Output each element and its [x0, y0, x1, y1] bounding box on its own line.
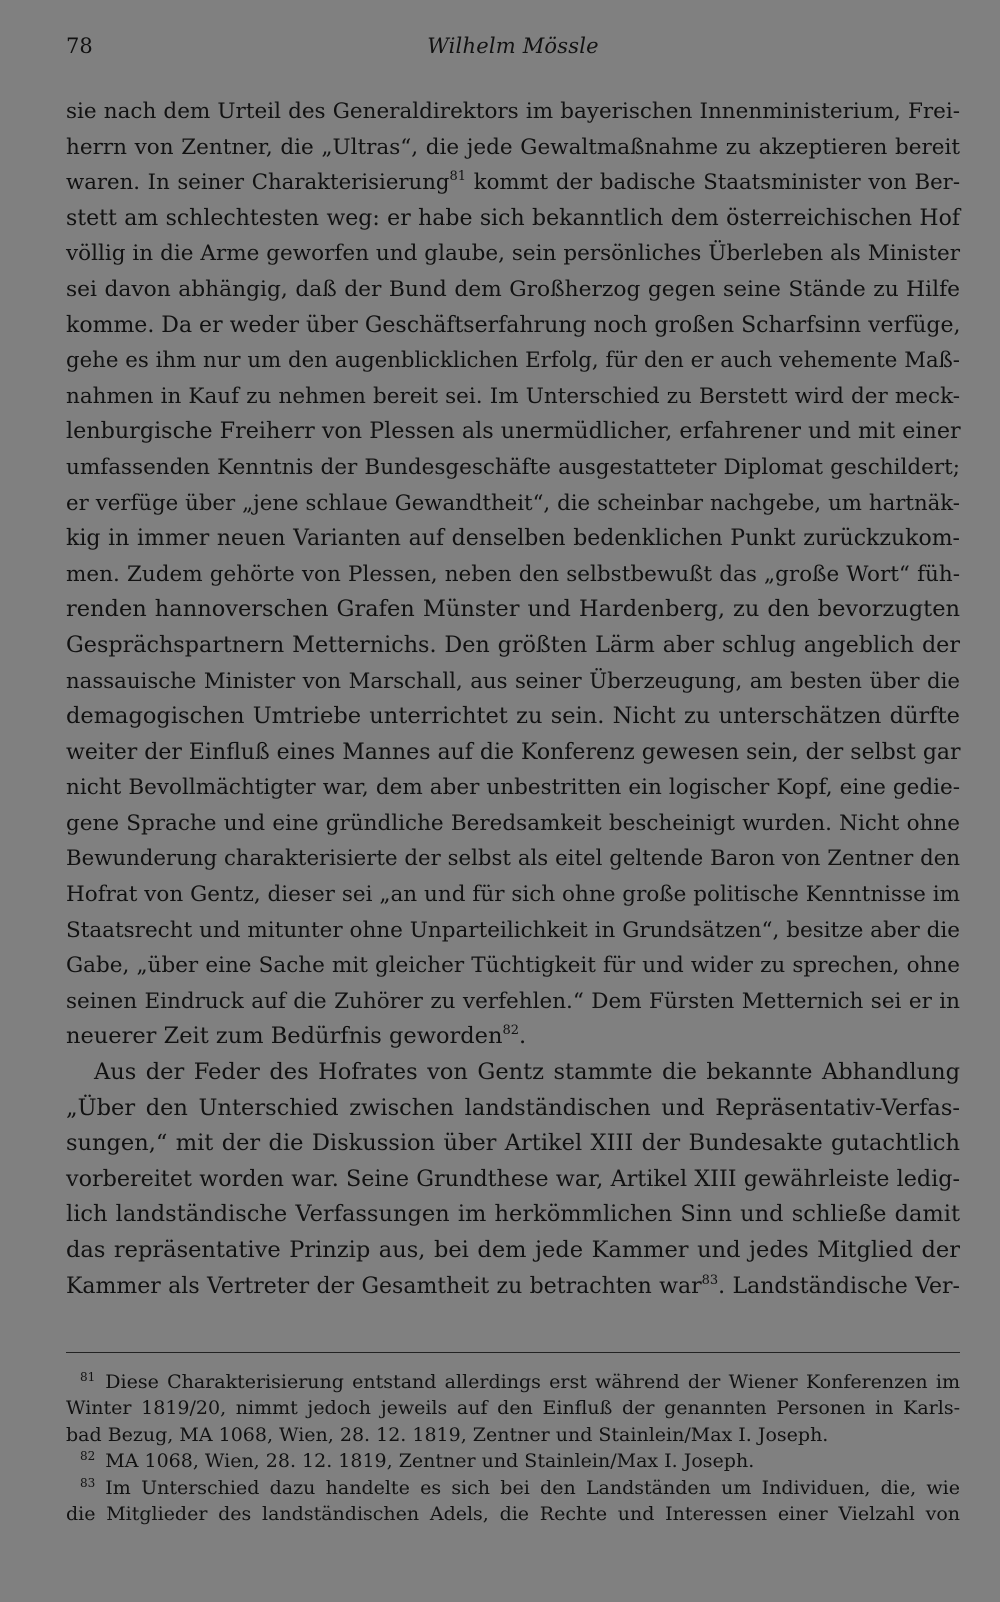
line-text: nassauische Minister von Marschall, aus seiner Überzeugung, am besten über die — [66, 668, 960, 694]
text-line — [66, 877, 960, 913]
text-line — [66, 486, 960, 522]
text-line — [66, 450, 960, 486]
text-line — [66, 379, 960, 415]
footnote-text: die Mitglieder des landständischen Adels, die Rechte und Interessen einer Vielzahl von — [66, 1502, 960, 1525]
line-text: kig in immer neuen Varianten auf denselben bedenklichen Punkt zurückzukom- — [66, 526, 960, 552]
line-text: lenburgische Freiherr von Plessen als unermüdlicher, erfahrener und mit einer — [66, 418, 961, 445]
line-text: Kammer als Vertreter der Gesamtheit zu betrachten war — [66, 1273, 702, 1299]
line-text: Staatsrecht und mitunter ohne Unparteilichkeit in Grundsätzen“, besitze aber die — [66, 917, 960, 943]
line-text-continued: . — [519, 1023, 527, 1050]
text-line — [66, 1269, 960, 1305]
footnote-reference: 81 — [449, 169, 467, 185]
footnote-line — [66, 1475, 960, 1501]
body-text — [66, 94, 960, 1304]
line-text: herrn von Zentner, die „Ultras“, die jede Gewaltmaßnahme zu akzeptieren bereit — [66, 134, 960, 160]
text-line — [66, 130, 960, 166]
text-line — [66, 272, 960, 308]
text-line — [66, 308, 960, 344]
text-line — [66, 806, 960, 842]
line-text: seinen Eindruck auf die Zuhörer zu verfehlen.“ Dem Fürsten Metternich sei er in — [66, 988, 960, 1014]
text-line — [66, 984, 960, 1020]
footnote-reference: 82 — [502, 1023, 520, 1039]
footnote-number: 83 — [80, 1475, 96, 1490]
line-text: neuerer Zeit zum Bedürfnis geworden — [66, 1023, 503, 1050]
footnote-rule — [66, 1352, 960, 1353]
footnote-line — [66, 1448, 960, 1474]
footnote-line — [66, 1422, 960, 1448]
footnote-number: 81 — [80, 1370, 96, 1384]
text-line — [66, 699, 960, 735]
line-text: sie nach dem Urteil des Generaldirektors im bayerischen Innenministerium, Frei- — [66, 99, 960, 124]
line-text: er verfüge über „jene schlaue Gewandtheit“, die scheinbar nachgebe, um hartnäk- — [66, 490, 960, 516]
running-head: Wilhelm Mössle — [427, 34, 599, 58]
text-line — [66, 948, 960, 984]
footnote-text: Winter 1819/20, nimmt jedoch jeweils auf den Einfluß der genannten Personen in Karls- — [66, 1397, 960, 1420]
line-text: Gabe, „über eine Sache mit gleicher Tüchtigkeit für und wider zu sprechen, ohne — [66, 953, 960, 979]
footnote-text: Diese Charakterisierung entstand allerdings erst während der Wiener Konferenzen im — [105, 1371, 960, 1393]
text-line — [66, 735, 960, 771]
text-line — [66, 343, 960, 379]
text-line — [66, 1197, 960, 1233]
text-line — [66, 165, 960, 201]
line-text: gene Sprache und eine gründliche Beredsamkeit bescheinigt wurden. Nicht ohne — [66, 810, 960, 836]
line-text: Gesprächspartnern Metternichs. Den größten Lärm aber schlug angeblich der — [66, 631, 960, 658]
text-line — [66, 628, 960, 664]
footnote-number: 82 — [80, 1449, 96, 1464]
line-text: Bewunderung charakterisierte der selbst als eitel geltende Baron von Zentner den — [66, 846, 960, 872]
line-text: sei davon abhängig, daß der Bund dem Großherzog gegen seine Stände zu Hilfe — [66, 276, 960, 302]
text-line — [66, 770, 960, 806]
text-line — [66, 1233, 960, 1269]
text-line — [66, 94, 960, 130]
text-line — [66, 236, 960, 272]
line-text: nicht Bevollmächtigter war, dem aber unbestritten ein logischer Kopf, eine gedie- — [66, 775, 960, 801]
line-text: völlig in die Arme geworfen und glaube, sein persönliches Überleben als Minister — [66, 241, 960, 267]
footnotes — [66, 1369, 960, 1527]
text-line — [66, 414, 960, 450]
line-text: weiter der Einfluß eines Mannes auf die Konferenz gewesen sein, der selbst gar — [66, 739, 961, 765]
text-line — [66, 557, 960, 593]
line-text: „Über den Unterschied zwischen landständischen und Repräsentativ-Verfas- — [66, 1094, 960, 1121]
text-line — [66, 201, 960, 237]
footnote-reference: 83 — [701, 1272, 719, 1288]
line-text: Hofrat von Gentz, dieser sei „an und für sich ohne große politische Kenntnisse im — [66, 882, 960, 908]
text-line — [66, 1019, 960, 1055]
line-text: nahmen in Kauf zu nehmen bereit sei. Im Unterschied zu Berstett wird der meck- — [66, 383, 960, 409]
line-text: komme. Da er weder über Geschäftserfahrung noch großen Scharfsinn verfüge, — [66, 312, 961, 338]
line-text: sungen,“ mit der die Diskussion über Artikel XIII der Bundesakte gutachtlich — [66, 1130, 960, 1157]
line-text: gehe es ihm nur um den augenblicklichen Erfolg, für den er auch vehemente Maß- — [66, 348, 960, 374]
text-line — [66, 1091, 960, 1127]
line-text: vorbereitet worden war. Seine Grundthese war, Artikel XIII gewährleiste ledig- — [66, 1165, 960, 1192]
footnote-line — [66, 1395, 960, 1421]
footnote-line — [66, 1369, 960, 1395]
text-line — [66, 913, 960, 949]
line-text: men. Zudem gehörte von Plessen, neben den selbstbewußt das „große Wort“ füh- — [66, 561, 960, 587]
line-text-continued: kommt der badische Staatsminister von Ber- — [466, 170, 960, 196]
line-text: Aus der Feder des Hofrates von Gentz stammte die bekannte Abhandlung — [94, 1059, 960, 1086]
line-text: umfassenden Kenntnis der Bundesgeschäfte ausgestatteter Diplomat geschildert; — [66, 454, 960, 480]
footnote-line — [66, 1501, 960, 1527]
footnote-text: Im Unterschied dazu handelte es sich bei den Landständen um Individuen, die, wie — [105, 1476, 960, 1499]
line-text: waren. In seiner Charakterisierung — [66, 170, 450, 196]
line-text: renden hannoverschen Grafen Münster und Hardenberg, zu den bevorzugten — [66, 596, 960, 623]
page-header — [66, 34, 960, 68]
line-text: lich landständische Verfassungen im herkömmlichen Sinn und schließe damit — [66, 1201, 960, 1228]
text-line — [66, 664, 960, 700]
text-line — [66, 1162, 960, 1198]
text-line — [66, 841, 960, 877]
page-number: 78 — [66, 34, 93, 58]
text-line — [66, 1126, 960, 1162]
text-line — [66, 592, 960, 628]
text-line — [66, 521, 960, 557]
line-text: demagogischen Umtriebe unterrichtet zu sein. Nicht zu unterschätzen dürfte — [66, 703, 960, 730]
line-text: das repräsentative Prinzip aus, bei dem jede Kammer und jedes Mitglied der — [66, 1237, 960, 1263]
line-text-continued: . Landständische Ver- — [718, 1273, 960, 1299]
footnote-text: bad Bezug, MA 1068, Wien, 28. 12. 1819, Zentner und Stainlein/Max I. Joseph. — [66, 1423, 829, 1446]
text-line — [66, 1055, 960, 1091]
line-text: stett am schlechtesten weg: er habe sich bekanntlich dem österreichischen Hof — [66, 205, 960, 231]
footnote-text: MA 1068, Wien, 28. 12. 1819, Zentner und Stainlein/Max I. Joseph. — [105, 1450, 755, 1473]
